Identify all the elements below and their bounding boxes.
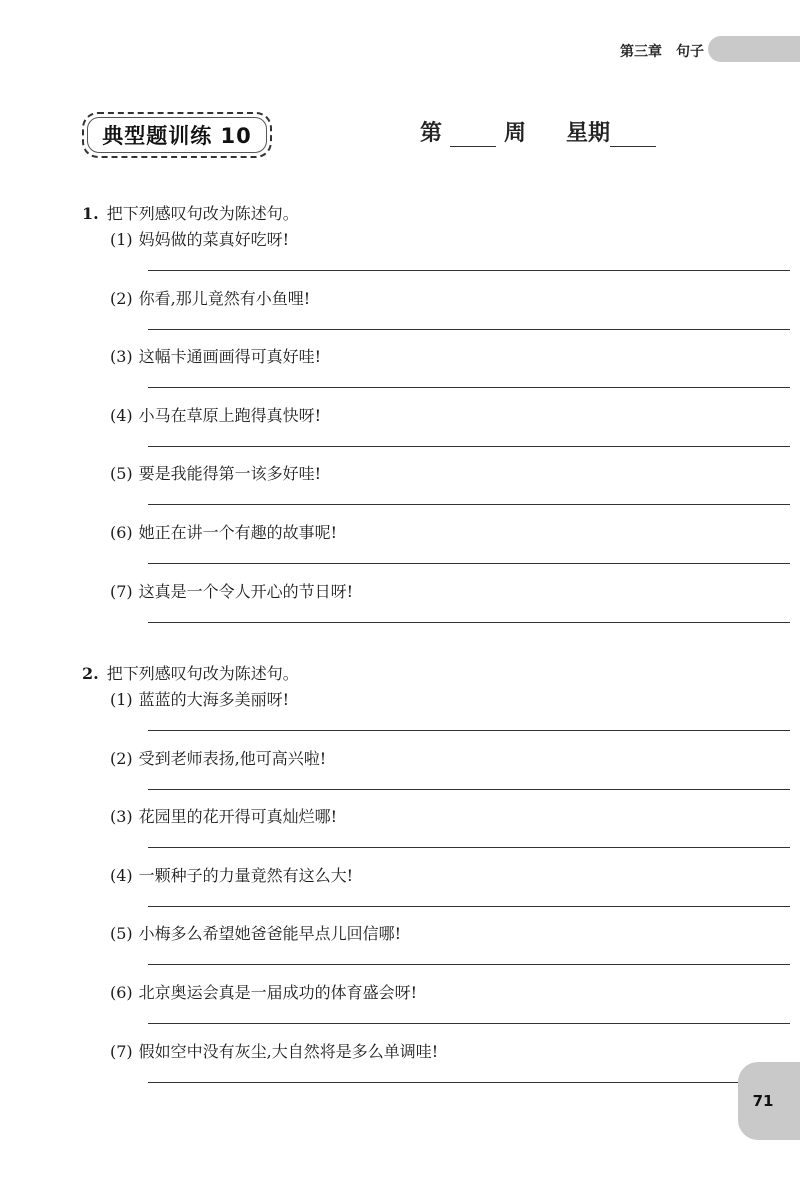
section-instruction: 把下列感叹句改为陈述句。 [106, 664, 299, 683]
item-sentence: 她正在讲一个有趣的故事呢! [138, 522, 338, 542]
exercise-title: 典型题训练 10 [102, 124, 252, 148]
answer-line[interactable] [148, 622, 790, 623]
exercise-item [82, 747, 327, 806]
item-index: (5) [110, 924, 133, 944]
exercise-item [82, 228, 299, 287]
item-index: (6) [110, 982, 133, 1002]
week-day-field [420, 116, 656, 147]
section-instruction: 把下列感叹句改为陈述句。 [106, 204, 299, 223]
answer-line[interactable] [148, 1082, 790, 1083]
item-index: (4) [110, 405, 133, 425]
item-sentence: 你看,那儿竟然有小鱼哩! [138, 288, 311, 308]
item-index: (5) [110, 464, 133, 484]
item-index: (2) [110, 748, 133, 768]
exercise-item [82, 404, 322, 463]
answer-line[interactable] [148, 387, 790, 388]
exercise-item [82, 981, 418, 1040]
item-sentence: 妈妈做的菜真好吃呀! [138, 230, 290, 249]
answer-line[interactable] [148, 789, 790, 790]
week-label-zhou: 周 [504, 121, 527, 146]
exercise-item [82, 345, 322, 404]
item-index: (7) [110, 581, 133, 601]
item-index: (1) [110, 690, 133, 709]
chapter-tab [708, 36, 800, 62]
item-index: (1) [110, 230, 133, 249]
chapter-label: 第三章 句子 [620, 44, 704, 60]
item-index: (6) [110, 522, 133, 542]
section-heading [82, 660, 299, 688]
answer-line[interactable] [148, 270, 790, 271]
section-number: 2. [82, 664, 99, 683]
exercise-item [82, 1040, 439, 1099]
section-number: 1. [82, 204, 99, 223]
answer-line[interactable] [148, 730, 790, 731]
page-number: 71 [752, 1092, 774, 1110]
section-2 [82, 660, 439, 1098]
item-sentence: 假如空中没有灰尘,大自然将是多么单调哇! [138, 1041, 439, 1061]
exercise-item [82, 805, 338, 864]
item-index: (7) [110, 1041, 133, 1061]
title-frame [82, 112, 272, 158]
weekday-label: 星期 [566, 121, 611, 146]
answer-line[interactable] [148, 964, 790, 965]
item-index: (2) [110, 288, 133, 308]
item-sentence: 小梅多么希望她爸爸能早点儿回信哪! [138, 924, 402, 944]
exercise-item [82, 287, 311, 346]
item-sentence: 蓝蓝的大海多美丽呀! [138, 690, 290, 709]
exercise-item [82, 688, 299, 747]
exercise-item [82, 521, 338, 580]
exercise-item [82, 922, 402, 981]
exercise-item [82, 580, 354, 639]
answer-line[interactable] [148, 446, 790, 447]
section-heading [82, 200, 299, 228]
item-sentence: 这幅卡通画画得可真好哇! [138, 347, 322, 367]
exercise-item [82, 462, 322, 521]
item-sentence: 要是我能得第一该多好哇! [138, 464, 322, 484]
answer-line[interactable] [148, 563, 790, 564]
week-number-blank[interactable] [450, 122, 496, 147]
section-1 [82, 200, 354, 638]
item-sentence: 小马在草原上跑得真快呀! [138, 405, 322, 425]
item-sentence: 一颗种子的力量竟然有这么大! [138, 865, 354, 885]
exercise-item [82, 864, 354, 923]
answer-line[interactable] [148, 329, 790, 330]
item-sentence: 受到老师表扬,他可高兴啦! [138, 748, 327, 768]
answer-line[interactable] [148, 504, 790, 505]
item-sentence: 北京奥运会真是一届成功的体育盛会呀! [138, 982, 418, 1002]
item-index: (3) [110, 807, 133, 827]
week-label-di: 第 [420, 121, 443, 146]
item-index: (4) [110, 865, 133, 885]
item-index: (3) [110, 347, 133, 367]
answer-line[interactable] [148, 906, 790, 907]
answer-line[interactable] [148, 847, 790, 848]
item-sentence: 这真是一个令人开心的节日呀! [138, 581, 354, 601]
answer-line[interactable] [148, 1023, 790, 1024]
weekday-blank[interactable] [610, 122, 656, 147]
item-sentence: 花园里的花开得可真灿烂哪! [138, 807, 338, 827]
